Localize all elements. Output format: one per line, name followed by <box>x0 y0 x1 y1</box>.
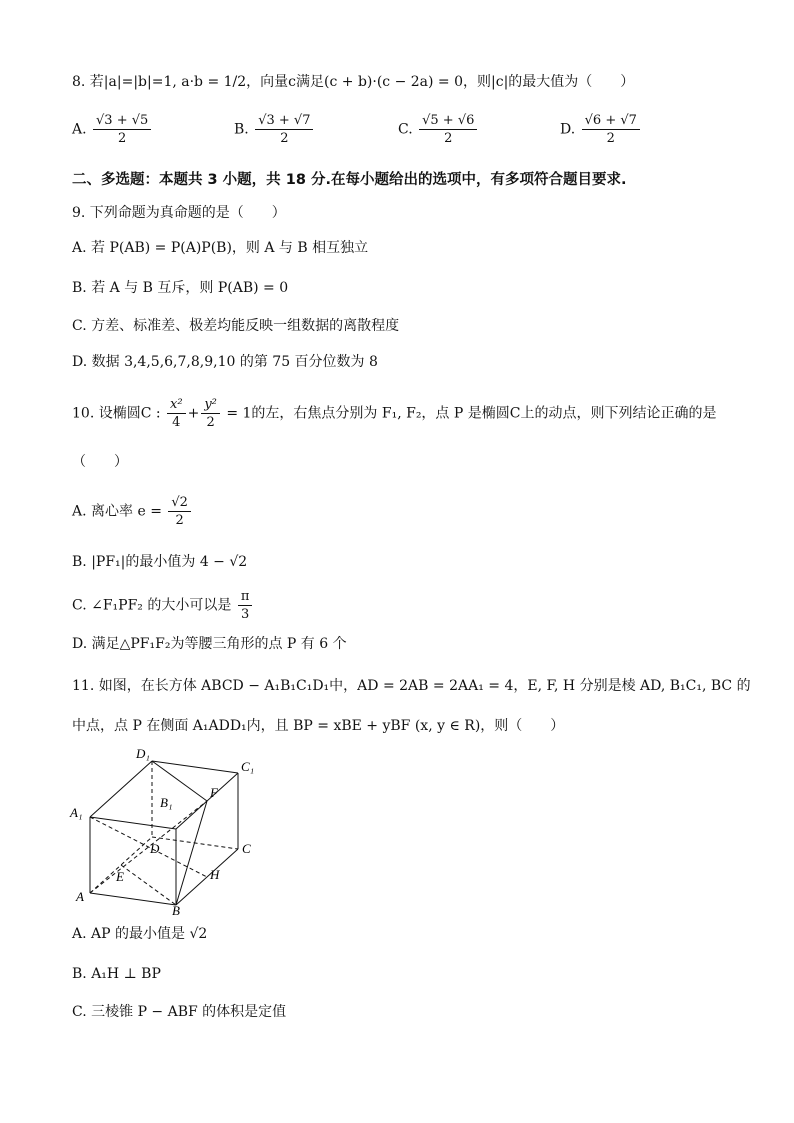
fraction-denominator: 4 <box>172 415 181 430</box>
option-fraction <box>419 112 477 147</box>
fraction-numerator: √5 + √6 <box>419 112 477 130</box>
q10-fraction-x <box>167 396 186 431</box>
q9-option-b: B. 若 A 与 B 互斥，则 P(AB) = 0 <box>72 280 289 296</box>
edge-a1-b1 <box>90 817 176 829</box>
fraction-denominator: 3 <box>240 607 250 622</box>
fraction-denominator: 2 <box>118 131 127 146</box>
q8-option-a <box>72 112 153 147</box>
option-letter: C. <box>398 121 413 138</box>
cuboid-figure <box>66 745 266 915</box>
option-fraction <box>238 588 253 623</box>
fraction-numerator: √3 + √7 <box>255 112 313 130</box>
fraction-denominator: 2 <box>206 415 215 430</box>
q10-stem-start: 10. 设椭圆C : <box>72 405 161 422</box>
label-e: E <box>116 869 124 884</box>
q8-option-d <box>560 112 642 147</box>
option-fraction <box>93 112 151 147</box>
option-fraction <box>168 494 191 529</box>
section-heading: 二、多选题：本题共 3 小题，共 18 分.在每小题给出的选项中，有多项符合题目要求. <box>72 172 627 188</box>
q10-fraction-y <box>201 396 220 431</box>
fraction-numerator: √6 + √7 <box>582 112 640 130</box>
plus-sign: + <box>187 405 200 422</box>
fraction-denominator: 2 <box>175 513 184 528</box>
label-f: F <box>210 785 218 800</box>
q10-stem-paren: （ ） <box>72 454 128 470</box>
q10-stem <box>72 396 716 431</box>
label-b: B <box>172 903 180 915</box>
q8-option-b <box>234 112 315 147</box>
label-d: D <box>150 841 160 856</box>
q11-option-c: C. 三棱锥 P − ABF 的体积是定值 <box>72 1004 287 1020</box>
q9-option-a: A. 若 P(AB) = P(A)P(B)，则 A 与 B 相互独立 <box>72 240 369 256</box>
q11-option-b: B. A₁H ⊥ BP <box>72 966 161 982</box>
fraction-denominator: 2 <box>606 131 615 146</box>
q9-option-d: D. 数据 3,4,5,6,7,8,9,10 的第 75 百分位数为 8 <box>72 354 378 370</box>
q10-option-c <box>72 588 254 623</box>
q10-option-d: D. 满足△PF₁F₂为等腰三角形的点 P 有 6 个 <box>72 636 347 652</box>
q8-option-c <box>398 112 479 147</box>
option-fraction <box>582 112 640 147</box>
label-d1: D₁ <box>136 746 150 761</box>
hidden-edge-d-c <box>152 837 238 849</box>
fraction-denominator: 2 <box>280 131 289 146</box>
segment-f-b <box>176 801 207 905</box>
option-text: C. ∠F₁PF₂ 的大小可以是 <box>72 597 232 614</box>
hidden-a1-h <box>90 817 207 877</box>
q11-stem-line2: 中点，点 P 在侧面 A₁ADD₁内，且 BP = xBE + yBF (x, y ∈ R)，则（ ） <box>72 718 565 734</box>
option-letter: B. <box>234 121 249 138</box>
fraction-numerator: x² <box>167 396 186 414</box>
fraction-numerator: y² <box>201 396 220 414</box>
q10-stem-end: = 1的左，右焦点分别为 F₁, F₂，点 P 是椭圆C上的动点，则下列结论正确的是 <box>226 405 717 422</box>
q11-option-a: A. AP 的最小值是 √2 <box>72 926 208 942</box>
q9-stem: 9. 下列命题为真命题的是（ ） <box>72 205 286 221</box>
label-b1: B₁ <box>160 795 173 810</box>
option-letter: D. <box>560 121 576 138</box>
label-a1: A₁ <box>70 805 83 820</box>
label-h: H <box>210 867 220 882</box>
option-letter: A. <box>72 121 87 138</box>
fraction-denominator: 2 <box>444 131 453 146</box>
fraction-numerator: √3 + √5 <box>93 112 151 130</box>
q10-option-b: B. |PF₁|的最小值为 4 − √2 <box>72 554 248 570</box>
label-c: C <box>242 841 251 856</box>
option-fraction <box>255 112 313 147</box>
q8-stem: 8. 若|a|=|b|=1, a·b = 1/2，向量c满足(c + b)·(c − 2a) = 0，则|c|的最大值为（ ） <box>72 74 635 90</box>
label-a: A <box>76 889 84 904</box>
edge-d1-c1 <box>152 761 238 773</box>
q11-stem-line1: 11. 如图，在长方体 ABCD − A₁B₁C₁D₁中，AD = 2AB = 2AA₁ = 4，E, F, H 分别是棱 AD, B₁C₁, BC 的 <box>72 678 751 694</box>
label-c1: C₁ <box>241 759 255 774</box>
edge-a-b <box>90 893 176 905</box>
q10-option-a <box>72 494 193 529</box>
fraction-numerator: π <box>238 588 253 606</box>
hidden-e-b <box>121 865 176 905</box>
edge-b-c <box>176 849 238 905</box>
edge-a1-d1 <box>90 761 152 817</box>
option-text: A. 离心率 e = <box>72 503 162 520</box>
fraction-numerator: √2 <box>168 494 191 512</box>
q9-option-c: C. 方差、标准差、极差均能反映一组数据的离散程度 <box>72 318 400 334</box>
